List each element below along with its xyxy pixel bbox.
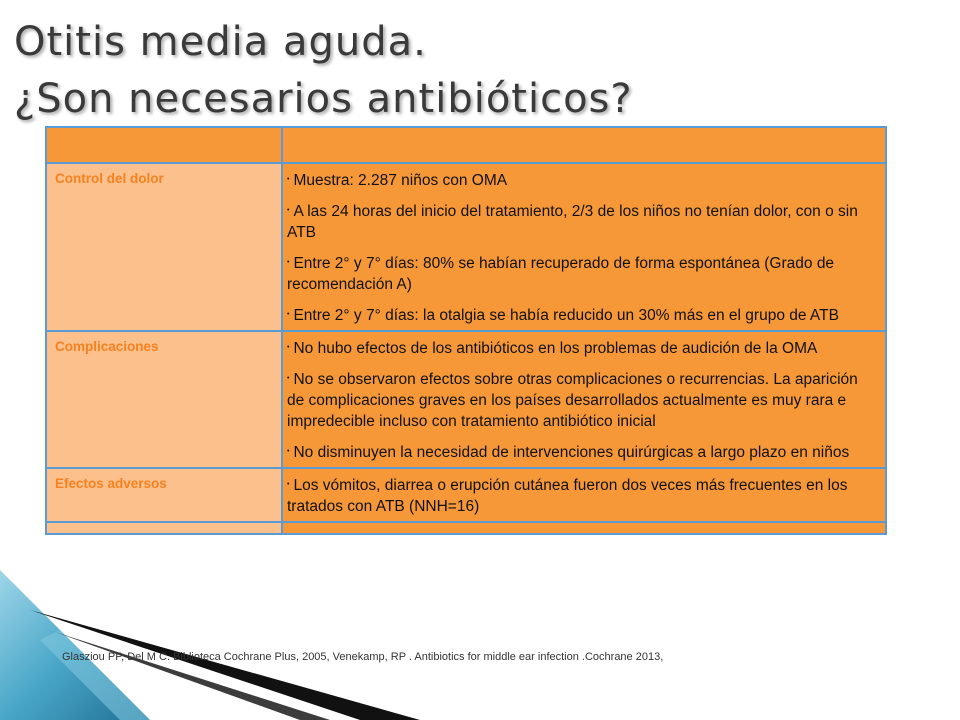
row-content-pain-control: [282, 163, 886, 331]
footer-cell-right: [282, 522, 886, 534]
list-item: • Entre 2° y 7° días: la otalgia se había reducido un 30% más en el grupo de ATB: [287, 307, 839, 324]
content-table: [45, 126, 887, 535]
row-label-complications: Complicaciones: [46, 331, 282, 468]
list-item: • Muestra: 2.287 niños con OMA: [287, 172, 508, 189]
citation: Glasziou PP, Del M C. Biblioteca Cochrane Plus, 2005, Venekamp, RP . Antibiotics for middle ear infection .Cochrane 2013,: [62, 651, 664, 663]
row-content-complications: [282, 331, 886, 468]
title-line-1: Otitis media aguda.: [14, 19, 427, 65]
row-content-adverse-effects: [282, 468, 886, 522]
title-line-2: ¿Son necesarios antibióticos?: [14, 76, 633, 122]
list-item: • Los vómitos, diarrea o erupción cutánea fueron dos veces más frecuentes en los tratados con ATB (NNH=16): [287, 477, 848, 515]
decorative-swoosh: [0, 570, 420, 720]
row-label-adverse-effects: Efectos adversos: [46, 468, 282, 522]
table-header-row: [46, 127, 886, 163]
list-item: • No se observaron efectos sobre otras complicaciones o recurrencias. La aparición de complicaciones graves en los países desarrollados actualmente es muy rara e impredecible incluso con tratamiento antibiótico inicial: [287, 371, 858, 430]
table-row: [46, 331, 886, 468]
slide-title: [14, 14, 954, 128]
list-item: • No hubo efectos de los antibióticos en los problemas de audición de la OMA: [287, 340, 818, 357]
table-row: [46, 468, 886, 522]
list-item: • Entre 2° y 7° días: 80% se habían recuperado de forma espontánea (Grado de recomendación A): [287, 255, 835, 293]
footer-cell-left: [46, 522, 282, 534]
list-item: • No disminuyen la necesidad de intervenciones quirúrgicas a largo plazo en niños: [287, 444, 850, 461]
header-cell-left: [46, 127, 282, 163]
table-footer-row: [46, 522, 886, 534]
table-row: [46, 163, 886, 331]
row-label-pain-control: Control del dolor: [46, 163, 282, 331]
list-item: • A las 24 horas del inicio del tratamiento, 2/3 de los niños no tenían dolor, con o sin ATB: [287, 203, 858, 241]
header-cell-right: [282, 127, 886, 163]
